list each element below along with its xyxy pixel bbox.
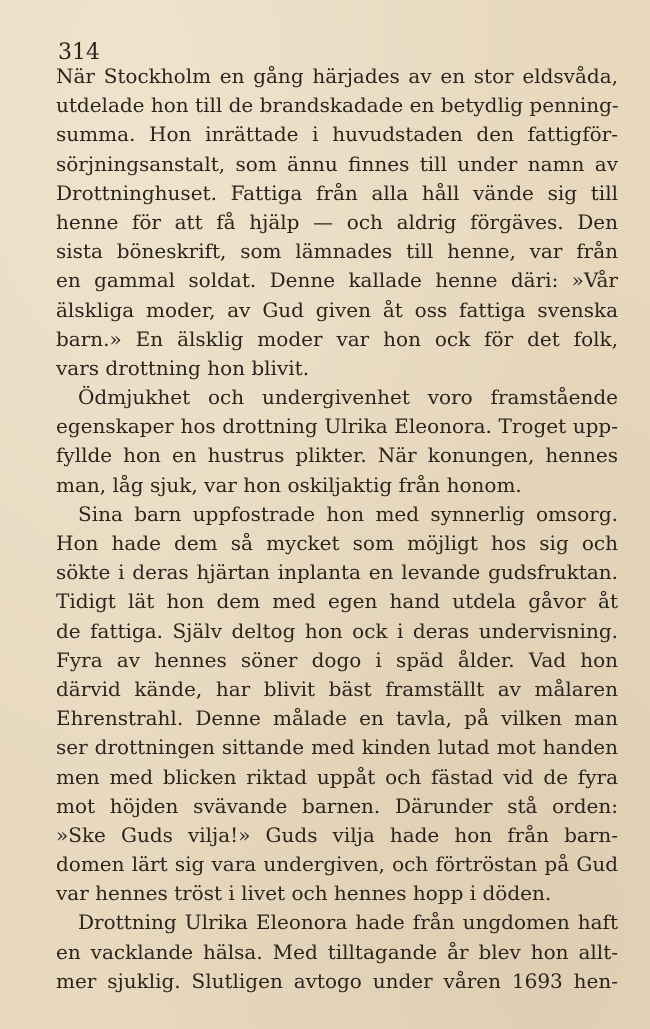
text-line: älskliga moder, av Gud given åt oss fattiga svenska: [56, 297, 618, 322]
text-line: sörjningsanstalt, som ännu finnes till under namn av: [56, 151, 618, 176]
text-line: mot höjden svävande barnen. Därunder stå orden:: [56, 793, 618, 818]
page-number: 314: [58, 40, 100, 65]
text-line: Ehrenstrahl. Denne målade en tavla, på vilken man: [56, 706, 618, 731]
text-line: fyllde hon en hustrus plikter. När konungen, hennes: [56, 443, 618, 468]
text-line: men med blicken riktad uppåt och fästad vid de fyra: [56, 764, 618, 789]
text-line: utdelade hon till de brandskadade en betydlig penning-: [56, 93, 619, 118]
text-line: sökte i deras hjärtan inplanta en levande gudsfruktan.: [56, 560, 618, 585]
text-line: mer sjuklig. Slutligen avtogo under våren 1693 hen-: [56, 968, 618, 993]
text-line: Hon hade dem så mycket som möjligt hos sig och: [56, 531, 618, 555]
text-line: därvid kände, har blivit bäst framställt av målaren: [56, 676, 618, 701]
text-line: ser drottningen sittande med kinden lutad mot handen: [56, 735, 618, 760]
text-line: sista böneskrift, som lämnades till henne, var från: [56, 239, 618, 264]
text-line: man, låg sjuk, var hon oskiljaktig från honom.: [56, 472, 522, 497]
text-line: Fyra av hennes söner dogo i späd ålder. Vad hon: [56, 647, 618, 672]
text-line: en vacklande hälsa. Med tilltagande år blev hon allt-: [56, 939, 618, 964]
text-line: barn.» En älsklig moder var hon ock för det folk,: [56, 326, 618, 351]
text-line: summa. Hon inrättade i huvudstaden den fattigför-: [56, 122, 618, 147]
text-line: de fattiga. Själv deltog hon ock i deras undervisning.: [56, 618, 618, 643]
text-line: domen lärt sig vara undergiven, och förtröstan på Gud: [56, 852, 618, 877]
body-text: [56, 62, 618, 996]
text-line: Drottning Ulrika Eleonora hade från ungdomen haft: [78, 910, 618, 935]
text-line: henne för att få hjälp — och aldrig förgäves. Den: [56, 209, 618, 234]
text-line: När Stockholm en gång härjades av en stor eldsvåda,: [56, 64, 618, 88]
text-line: Sina barn uppfostrade hon med synnerlig omsorg.: [78, 501, 618, 526]
text-line: Tidigt lät hon dem med egen hand utdela gåvor åt: [56, 589, 618, 614]
text-line: »Ske Guds vilja!» Guds vilja hade hon från barn-: [56, 822, 618, 847]
text-line: vars drottning hon blivit.: [56, 355, 310, 380]
text-line: Ödmjukhet och undergivenhet voro framstående: [78, 385, 618, 410]
text-line: var hennes tröst i livet och hennes hopp i döden.: [56, 881, 552, 906]
text-line: egenskaper hos drottning Ulrika Eleonora. Troget upp-: [56, 414, 618, 439]
text-line: Drottninghuset. Fattiga från alla håll vände sig till: [56, 180, 618, 205]
text-line: en gammal soldat. Denne kallade henne däri: »Vår: [56, 268, 618, 293]
